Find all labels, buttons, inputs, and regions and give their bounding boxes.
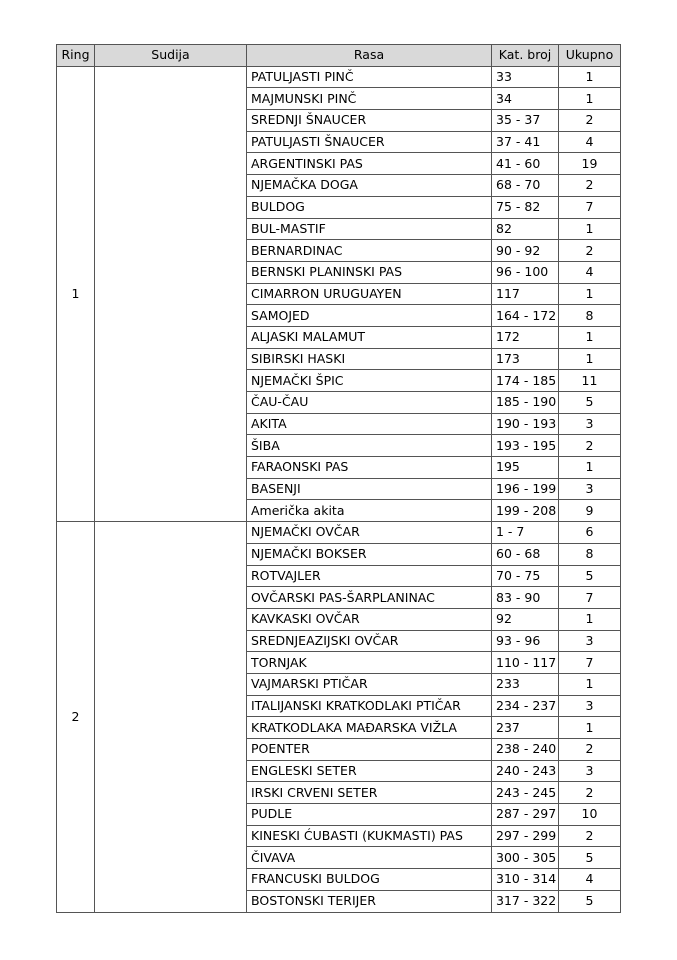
catalog-number-cell: 193 - 195 — [492, 435, 559, 457]
total-cell: 1 — [559, 673, 621, 695]
catalog-number-cell: 68 - 70 — [492, 175, 559, 197]
catalog-number-cell: 110 - 117 — [492, 652, 559, 674]
breed-cell: SAMOJED — [247, 305, 492, 327]
breed-cell: KRATKODLAKA MAĐARSKA VIŽLA — [247, 717, 492, 739]
catalog-number-cell: 117 — [492, 283, 559, 305]
total-cell: 9 — [559, 500, 621, 522]
catalog-number-cell: 317 - 322 — [492, 890, 559, 912]
total-cell: 3 — [559, 760, 621, 782]
catalog-number-cell: 300 - 305 — [492, 847, 559, 869]
total-cell: 6 — [559, 522, 621, 544]
catalog-number-cell: 164 - 172 — [492, 305, 559, 327]
catalog-number-cell: 90 - 92 — [492, 240, 559, 262]
total-cell: 5 — [559, 565, 621, 587]
breed-cell: AKITA — [247, 413, 492, 435]
breed-cell: ENGLESKI SETER — [247, 760, 492, 782]
breed-cell: VAJMARSKI PTIČAR — [247, 673, 492, 695]
total-cell: 4 — [559, 261, 621, 283]
total-cell: 3 — [559, 630, 621, 652]
breed-cell: BOSTONSKI TERIJER — [247, 890, 492, 912]
total-cell: 2 — [559, 175, 621, 197]
catalog-number-cell: 196 - 199 — [492, 478, 559, 500]
catalog-number-cell: 185 - 190 — [492, 392, 559, 414]
catalog-number-cell: 195 — [492, 457, 559, 479]
ring-schedule-table — [56, 44, 621, 913]
catalog-number-cell: 174 - 185 — [492, 370, 559, 392]
catalog-number-cell: 33 — [492, 66, 559, 88]
breed-cell: KAVKASKI OVČAR — [247, 608, 492, 630]
total-cell: 1 — [559, 66, 621, 88]
catalog-number-cell: 35 - 37 — [492, 110, 559, 132]
breed-cell: NJEMAČKI ŠPIC — [247, 370, 492, 392]
total-cell: 3 — [559, 478, 621, 500]
breed-cell: OVČARSKI PAS-ŠARPLANINAC — [247, 587, 492, 609]
total-cell: 5 — [559, 392, 621, 414]
total-cell: 8 — [559, 305, 621, 327]
total-cell: 4 — [559, 869, 621, 891]
catalog-number-cell: 173 — [492, 348, 559, 370]
judge-cell — [95, 522, 247, 912]
breed-cell: PATULJASTI ŠNAUCER — [247, 131, 492, 153]
total-cell: 2 — [559, 240, 621, 262]
total-cell: 1 — [559, 218, 621, 240]
total-cell: 8 — [559, 543, 621, 565]
breed-cell: NJEMAČKI OVČAR — [247, 522, 492, 544]
ring-number-cell: 1 — [57, 66, 95, 521]
breed-cell: SREDNJEAZIJSKI OVČAR — [247, 630, 492, 652]
breed-cell: FRANCUSKI BULDOG — [247, 869, 492, 891]
header-judge: Sudija — [95, 45, 247, 67]
breed-cell: ARGENTINSKI PAS — [247, 153, 492, 175]
breed-cell: PATULJASTI PINČ — [247, 66, 492, 88]
total-cell: 2 — [559, 782, 621, 804]
total-cell: 4 — [559, 131, 621, 153]
breed-cell: ŠIBA — [247, 435, 492, 457]
total-cell: 2 — [559, 435, 621, 457]
judge-cell — [95, 66, 247, 521]
total-cell: 7 — [559, 587, 621, 609]
catalog-number-cell: 240 - 243 — [492, 760, 559, 782]
breed-cell: BASENJI — [247, 478, 492, 500]
total-cell: 1 — [559, 326, 621, 348]
breed-cell: SREDNJI ŠNAUCER — [247, 110, 492, 132]
breed-cell: BERNARDINAC — [247, 240, 492, 262]
breed-cell: BULDOG — [247, 196, 492, 218]
breed-cell: FARAONSKI PAS — [247, 457, 492, 479]
table-row — [57, 522, 621, 544]
total-cell: 3 — [559, 695, 621, 717]
catalog-number-cell: 82 — [492, 218, 559, 240]
breed-cell: ITALIJANSKI KRATKODLAKI PTIČAR — [247, 695, 492, 717]
catalog-number-cell: 70 - 75 — [492, 565, 559, 587]
breed-cell: KINESKI ĆUBASTI (KUKMASTI) PAS — [247, 825, 492, 847]
catalog-number-cell: 287 - 297 — [492, 804, 559, 826]
catalog-number-cell: 83 - 90 — [492, 587, 559, 609]
catalog-number-cell: 199 - 208 — [492, 500, 559, 522]
catalog-number-cell: 297 - 299 — [492, 825, 559, 847]
breed-cell: Američka akita — [247, 500, 492, 522]
breed-cell: ČAU-ČAU — [247, 392, 492, 414]
total-cell: 1 — [559, 283, 621, 305]
catalog-number-cell: 96 - 100 — [492, 261, 559, 283]
total-cell: 7 — [559, 196, 621, 218]
breed-cell: PUDLE — [247, 804, 492, 826]
breed-cell: ALJASKI MALAMUT — [247, 326, 492, 348]
breed-cell: POENTER — [247, 739, 492, 761]
catalog-number-cell: 233 — [492, 673, 559, 695]
total-cell: 1 — [559, 457, 621, 479]
breed-cell: MAJMUNSKI PINČ — [247, 88, 492, 110]
catalog-number-cell: 190 - 193 — [492, 413, 559, 435]
breed-cell: BUL-MASTIF — [247, 218, 492, 240]
catalog-number-cell: 238 - 240 — [492, 739, 559, 761]
total-cell: 1 — [559, 88, 621, 110]
total-cell: 19 — [559, 153, 621, 175]
total-cell: 10 — [559, 804, 621, 826]
catalog-number-cell: 243 - 245 — [492, 782, 559, 804]
total-cell: 2 — [559, 110, 621, 132]
catalog-number-cell: 172 — [492, 326, 559, 348]
header-row — [57, 45, 621, 67]
catalog-number-cell: 237 — [492, 717, 559, 739]
total-cell: 1 — [559, 717, 621, 739]
breed-cell: TORNJAK — [247, 652, 492, 674]
header-catalog-number: Kat. broj — [492, 45, 559, 67]
total-cell: 2 — [559, 739, 621, 761]
catalog-number-cell: 41 - 60 — [492, 153, 559, 175]
catalog-number-cell: 93 - 96 — [492, 630, 559, 652]
catalog-number-cell: 1 - 7 — [492, 522, 559, 544]
breed-cell: NJEMAČKI BOKSER — [247, 543, 492, 565]
table-body — [57, 66, 621, 912]
catalog-number-cell: 34 — [492, 88, 559, 110]
total-cell: 1 — [559, 348, 621, 370]
total-cell: 11 — [559, 370, 621, 392]
total-cell: 7 — [559, 652, 621, 674]
header-total: Ukupno — [559, 45, 621, 67]
total-cell: 5 — [559, 847, 621, 869]
catalog-number-cell: 60 - 68 — [492, 543, 559, 565]
catalog-number-cell: 92 — [492, 608, 559, 630]
breed-cell: BERNSKI PLANINSKI PAS — [247, 261, 492, 283]
breed-cell: IRSKI CRVENI SETER — [247, 782, 492, 804]
table-row — [57, 66, 621, 88]
total-cell: 5 — [559, 890, 621, 912]
catalog-number-cell: 310 - 314 — [492, 869, 559, 891]
breed-cell: CIMARRON URUGUAYEN — [247, 283, 492, 305]
catalog-number-cell: 234 - 237 — [492, 695, 559, 717]
header-ring: Ring — [57, 45, 95, 67]
breed-cell: ČIVAVA — [247, 847, 492, 869]
header-breed: Rasa — [247, 45, 492, 67]
total-cell: 1 — [559, 608, 621, 630]
catalog-number-cell: 75 - 82 — [492, 196, 559, 218]
breed-cell: NJEMAČKA DOGA — [247, 175, 492, 197]
total-cell: 2 — [559, 825, 621, 847]
catalog-number-cell: 37 - 41 — [492, 131, 559, 153]
total-cell: 3 — [559, 413, 621, 435]
ring-number-cell: 2 — [57, 522, 95, 912]
breed-cell: ROTVAJLER — [247, 565, 492, 587]
breed-cell: SIBIRSKI HASKI — [247, 348, 492, 370]
